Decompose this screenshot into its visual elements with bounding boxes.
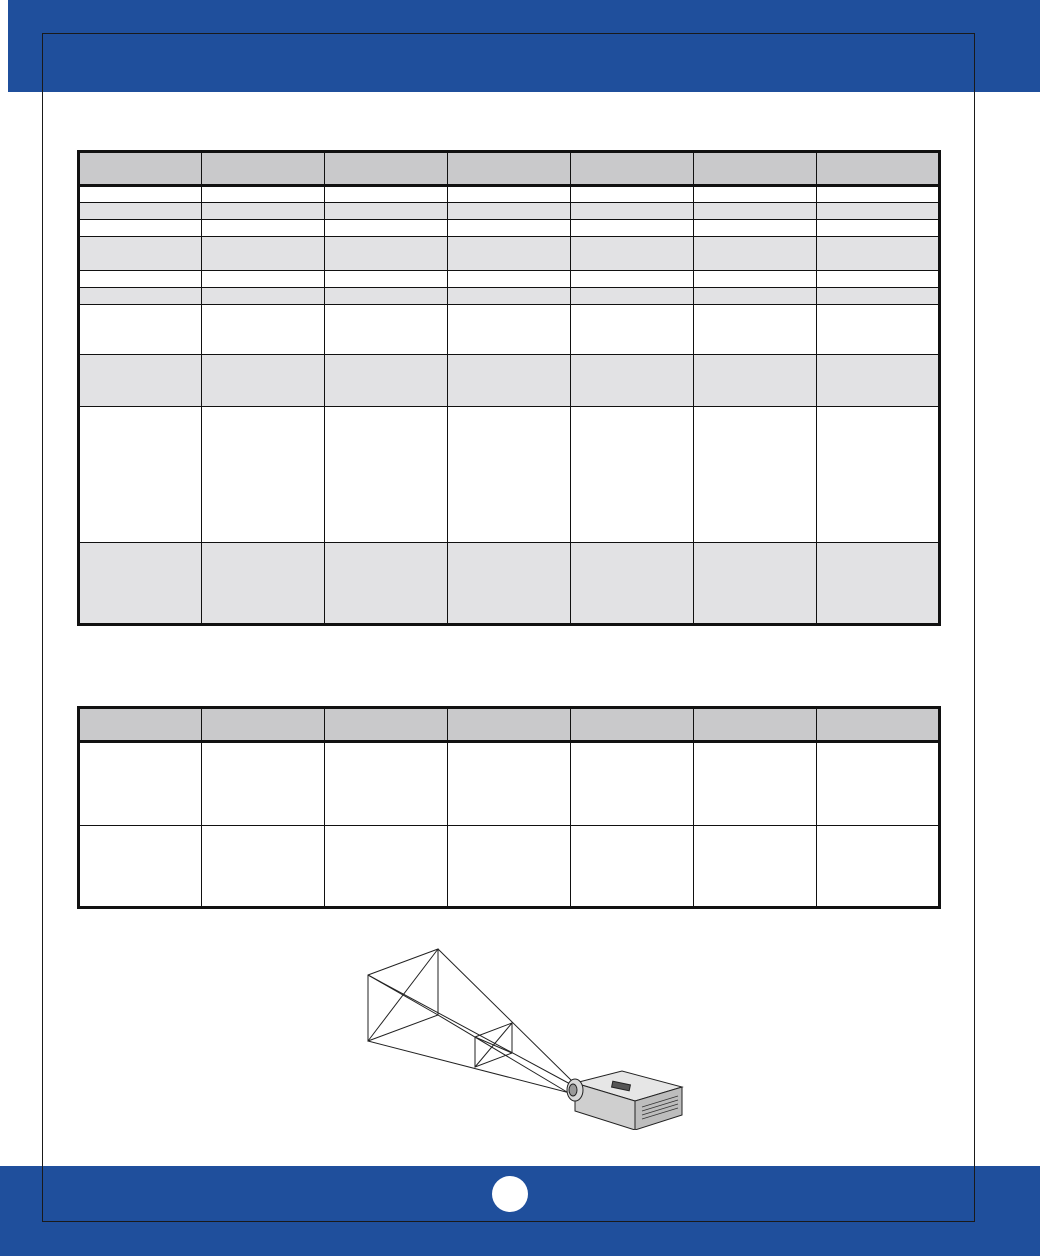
table-cell	[694, 826, 817, 908]
table-cell	[571, 237, 694, 271]
table-cell	[571, 826, 694, 908]
header-cell	[79, 708, 202, 742]
table-cell	[817, 826, 940, 908]
table-cell	[817, 186, 940, 203]
table-cell	[817, 237, 940, 271]
table-cell	[79, 271, 202, 288]
table-row	[79, 237, 940, 271]
table-cell	[817, 543, 940, 625]
table-cell	[325, 742, 448, 826]
projector-icon	[567, 1071, 682, 1130]
table-cell	[448, 271, 571, 288]
table-cell	[694, 271, 817, 288]
table-cell	[202, 826, 325, 908]
table-cell	[448, 305, 571, 355]
table-cell	[79, 220, 202, 237]
table-cell	[325, 407, 448, 543]
table-cell	[325, 355, 448, 407]
header-cell	[694, 152, 817, 186]
table-cell	[817, 742, 940, 826]
header-cell	[79, 152, 202, 186]
table-cell	[325, 203, 448, 220]
table-row	[79, 826, 940, 908]
spec-table-2	[77, 706, 941, 909]
table-cell	[817, 355, 940, 407]
table-cell	[571, 220, 694, 237]
table-cell	[571, 203, 694, 220]
table-row	[79, 186, 940, 203]
table-cell	[817, 220, 940, 237]
table-cell	[448, 742, 571, 826]
table-cell	[79, 407, 202, 543]
table-cell	[79, 237, 202, 271]
table-cell	[571, 407, 694, 543]
table-cell	[571, 305, 694, 355]
table-cell	[571, 543, 694, 625]
spec-table-1	[77, 150, 941, 626]
table-cell	[448, 203, 571, 220]
table-header-row	[79, 152, 940, 186]
table-cell	[325, 271, 448, 288]
table-cell	[694, 305, 817, 355]
table-cell	[448, 355, 571, 407]
table-cell	[202, 237, 325, 271]
table-cell	[694, 355, 817, 407]
header-cell	[325, 708, 448, 742]
table-cell	[325, 220, 448, 237]
header-cell	[448, 708, 571, 742]
table-cell	[79, 305, 202, 355]
table-cell	[79, 186, 202, 203]
table-cell	[571, 355, 694, 407]
header-cell	[448, 152, 571, 186]
table-row	[79, 355, 940, 407]
table-cell	[817, 271, 940, 288]
table-row	[79, 543, 940, 625]
table-row	[79, 203, 940, 220]
table-cell	[325, 543, 448, 625]
header-cell	[202, 152, 325, 186]
table-cell	[571, 186, 694, 203]
projection-diagram	[360, 945, 700, 1130]
table-cell	[694, 220, 817, 237]
table-row	[79, 271, 940, 288]
table-cell	[202, 271, 325, 288]
table-cell	[694, 186, 817, 203]
table-cell	[694, 407, 817, 543]
table-cell	[817, 407, 940, 543]
table-cell	[325, 826, 448, 908]
table-cell	[325, 305, 448, 355]
table-cell	[202, 305, 325, 355]
table-cell	[571, 742, 694, 826]
table-cell	[694, 543, 817, 625]
table-cell	[79, 826, 202, 908]
table-cell	[202, 186, 325, 203]
table-cell	[448, 220, 571, 237]
table-cell	[694, 203, 817, 220]
table-cell	[817, 305, 940, 355]
table-cell	[571, 288, 694, 305]
table-cell	[325, 237, 448, 271]
table-cell	[694, 742, 817, 826]
header-cell	[817, 708, 940, 742]
table-cell	[817, 288, 940, 305]
table-cell	[202, 220, 325, 237]
table-cell	[202, 203, 325, 220]
table-cell	[448, 288, 571, 305]
table-cell	[79, 543, 202, 625]
table-cell	[571, 271, 694, 288]
table-cell	[817, 203, 940, 220]
table-cell	[202, 407, 325, 543]
table-cell	[325, 288, 448, 305]
table-cell	[325, 186, 448, 203]
page-number-badge	[492, 1176, 528, 1212]
table-cell	[448, 407, 571, 543]
table-cell	[79, 742, 202, 826]
table-cell	[202, 288, 325, 305]
table-cell	[694, 237, 817, 271]
table-cell	[202, 543, 325, 625]
table-cell	[448, 186, 571, 203]
header-cell	[325, 152, 448, 186]
table-cell	[448, 543, 571, 625]
table-cell	[79, 203, 202, 220]
header-cell	[694, 708, 817, 742]
table-row	[79, 220, 940, 237]
table-header-row	[79, 708, 940, 742]
table-cell	[448, 237, 571, 271]
table-cell	[448, 826, 571, 908]
header-cell	[571, 708, 694, 742]
header-cell	[202, 708, 325, 742]
table-cell	[202, 355, 325, 407]
table-row	[79, 305, 940, 355]
table-cell	[79, 288, 202, 305]
table-row	[79, 288, 940, 305]
header-cell	[817, 152, 940, 186]
header-cell	[571, 152, 694, 186]
table-cell	[694, 288, 817, 305]
table-row	[79, 407, 940, 543]
table-row	[79, 742, 940, 826]
table-cell	[79, 355, 202, 407]
table-cell	[202, 742, 325, 826]
